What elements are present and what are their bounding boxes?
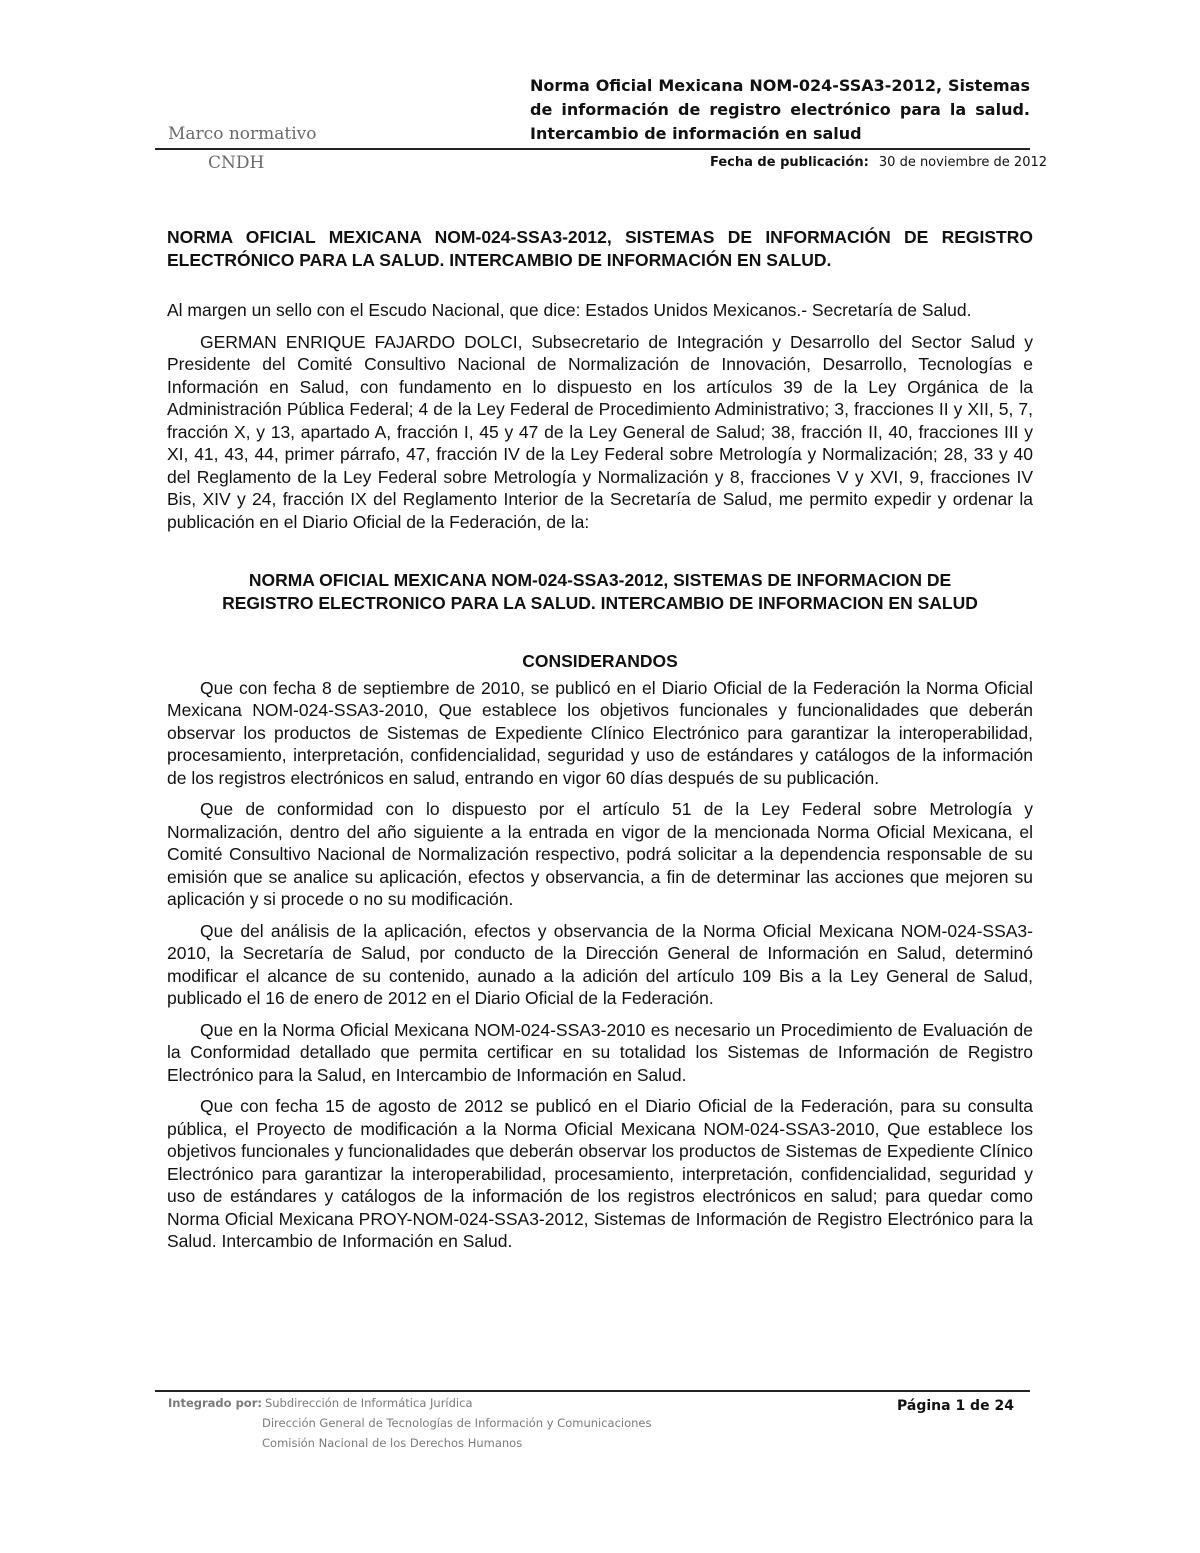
document-body <box>167 226 1033 1262</box>
footer-integrated-by <box>168 1396 473 1410</box>
considerando-paragraph: Que de conformidad con lo dispuesto por el artículo 51 de la Ley Federal sobre Metrología y Normalización, dentro del año siguiente a la entrada en vigor de la mencionada Norma Oficial Mexicana, el Comité Consultivo Nacional de Normalización respectivo, podrá solicitar a la dependencia responsable de su emisión que se analice su aplicación, efectos y observancia, a fin de determinar las acciones que mejoren su aplicación y si procede o no su modificación. <box>167 799 1033 909</box>
publication-date-label: Fecha de publicación: <box>710 155 869 170</box>
footer-integrated-label: Integrado por: <box>168 1396 262 1410</box>
norm-heading-line-2: REGISTRO ELECTRONICO PARA LA SALUD. INTERCAMBIO DE INFORMACION EN SALUD <box>222 592 978 613</box>
footer-commission: Comisión Nacional de los Derechos Humanos <box>262 1436 523 1450</box>
decree-paragraph: GERMAN ENRIQUE FAJARDO DOLCI, Subsecretario de Integración y Desarrollo del Sector Salud y Presidente del Comité Consultivo Nacional de Normalización de Innovación, Desarrollo, Tecnologías e Información en Salud, con fundamento en lo dispuesto en los artículos 39 de la Ley Orgánica de la Administración Pública Federal; 4 de la Ley Federal de Procedimiento Administrativo; 3, fracciones II y XII, 5, 7, fracción X, y 13, apartado A, fracción I, 45 y 47 de la Ley General de Salud; 38, fracción II, 40, fracciones III y XI, 41, 43, 44, primer párrafo, 47, fracción IV de la Ley Federal sobre Metrología y Normalización; 28, 33 y 40 del Reglamento de la Ley Federal sobre Metrología y Normalización y 8, fracciones V y XVI, 9, fracciones IV Bis, XIV y 24, fracción IX del Reglamento Interior de la Secretaría de Salud, me permito expedir y ordenar la publicación en el Diario Oficial de la Federación, de la: <box>167 331 1033 532</box>
margin-note: Al margen un sello con el Escudo Nacional, que dice: Estados Unidos Mexicanos.- Secretaría de Salud. <box>167 300 972 320</box>
footer-directorate: Dirección General de Tecnologías de Información y Comunicaciones <box>262 1416 652 1430</box>
header-marco-normativo: Marco normativo <box>168 124 317 144</box>
considerando-paragraph: Que con fecha 15 de agosto de 2012 se publicó en el Diario Oficial de la Federación, para su consulta pública, el Proyecto de modificación a la Norma Oficial Mexicana NOM-024-SSA3-2010, Que establece los objetivos funcionales y funcionalidades que deberán observar los productos de Sistemas de Expediente Clínico Electrónico para garantizar la interoperabilidad, procesamiento, interpretación, confidencialidad, seguridad y uso de estándares y catálogos de la información de los registros electrónicos en salud; para quedar como Norma Oficial Mexicana PROY-NOM-024-SSA3-2012, Sistemas de Información de Registro Electrónico para la Salud. Intercambio de Información en Salud. <box>167 1096 1033 1251</box>
header-divider <box>155 148 1030 150</box>
footer-divider <box>155 1390 1030 1392</box>
publication-date-value: 30 de noviembre de 2012 <box>878 155 1048 170</box>
page-number: Página 1 de 24 <box>897 1398 1014 1414</box>
main-heading: NORMA OFICIAL MEXICANA NOM-024-SSA3-2012, SISTEMAS DE INFORMACIÓN DE REGISTRO ELECTRÓNICO PARA LA SALUD. INTERCAMBIO DE INFORMACIÓN EN SALUD. <box>167 227 1033 270</box>
considerandos-heading: CONSIDERANDOS <box>522 651 678 671</box>
considerando-paragraph: Que del análisis de la aplicación, efectos y observancia de la Norma Oficial Mexicana NOM-024-SSA3-2010, la Secretaría de Salud, por conducto de la Dirección General de Información en Salud, determinó modificar el alcance de su contenido, aunado a la adición del artículo 109 Bis a la Ley General de Salud, publicado el 16 de enero de 2012 en el Diario Oficial de la Federación. <box>167 920 1033 1008</box>
header-cndh: CNDH <box>208 153 265 173</box>
footer-integrated-value: Subdirección de Informática Jurídica <box>264 1396 473 1410</box>
norm-heading <box>167 569 1033 614</box>
norm-heading-line-1: NORMA OFICIAL MEXICANA NOM-024-SSA3-2012, SISTEMAS DE INFORMACION DE <box>248 570 952 590</box>
considerando-paragraph: Que en la Norma Oficial Mexicana NOM-024-SSA3-2010 es necesario un Procedimiento de Evaluación de la Conformidad detallado que permita certificar en su totalidad los Sistemas de Información de Registro Electrónico para la Salud, en Intercambio de Información en Salud. <box>167 1019 1033 1085</box>
header-title: Norma Oficial Mexicana NOM-024-SSA3-2012, Sistemas de información de registro electrónico para la salud. Intercambio de información en salud <box>530 76 1030 143</box>
header-publication-date <box>710 155 1047 170</box>
considerando-paragraph: Que con fecha 8 de septiembre de 2010, se publicó en el Diario Oficial de la Federación la Norma Oficial Mexicana NOM-024-SSA3-2010, Que establece los objetivos funcionales y funcionalidades que deberán observar los productos de Sistemas de Expediente Clínico Electrónico para garantizar la interoperabilidad, procesamiento, interpretación, confidencialidad, seguridad y uso de estándares y catálogos de la información de los registros electrónicos en salud, entrando en vigor 60 días después de su publicación. <box>167 677 1033 788</box>
